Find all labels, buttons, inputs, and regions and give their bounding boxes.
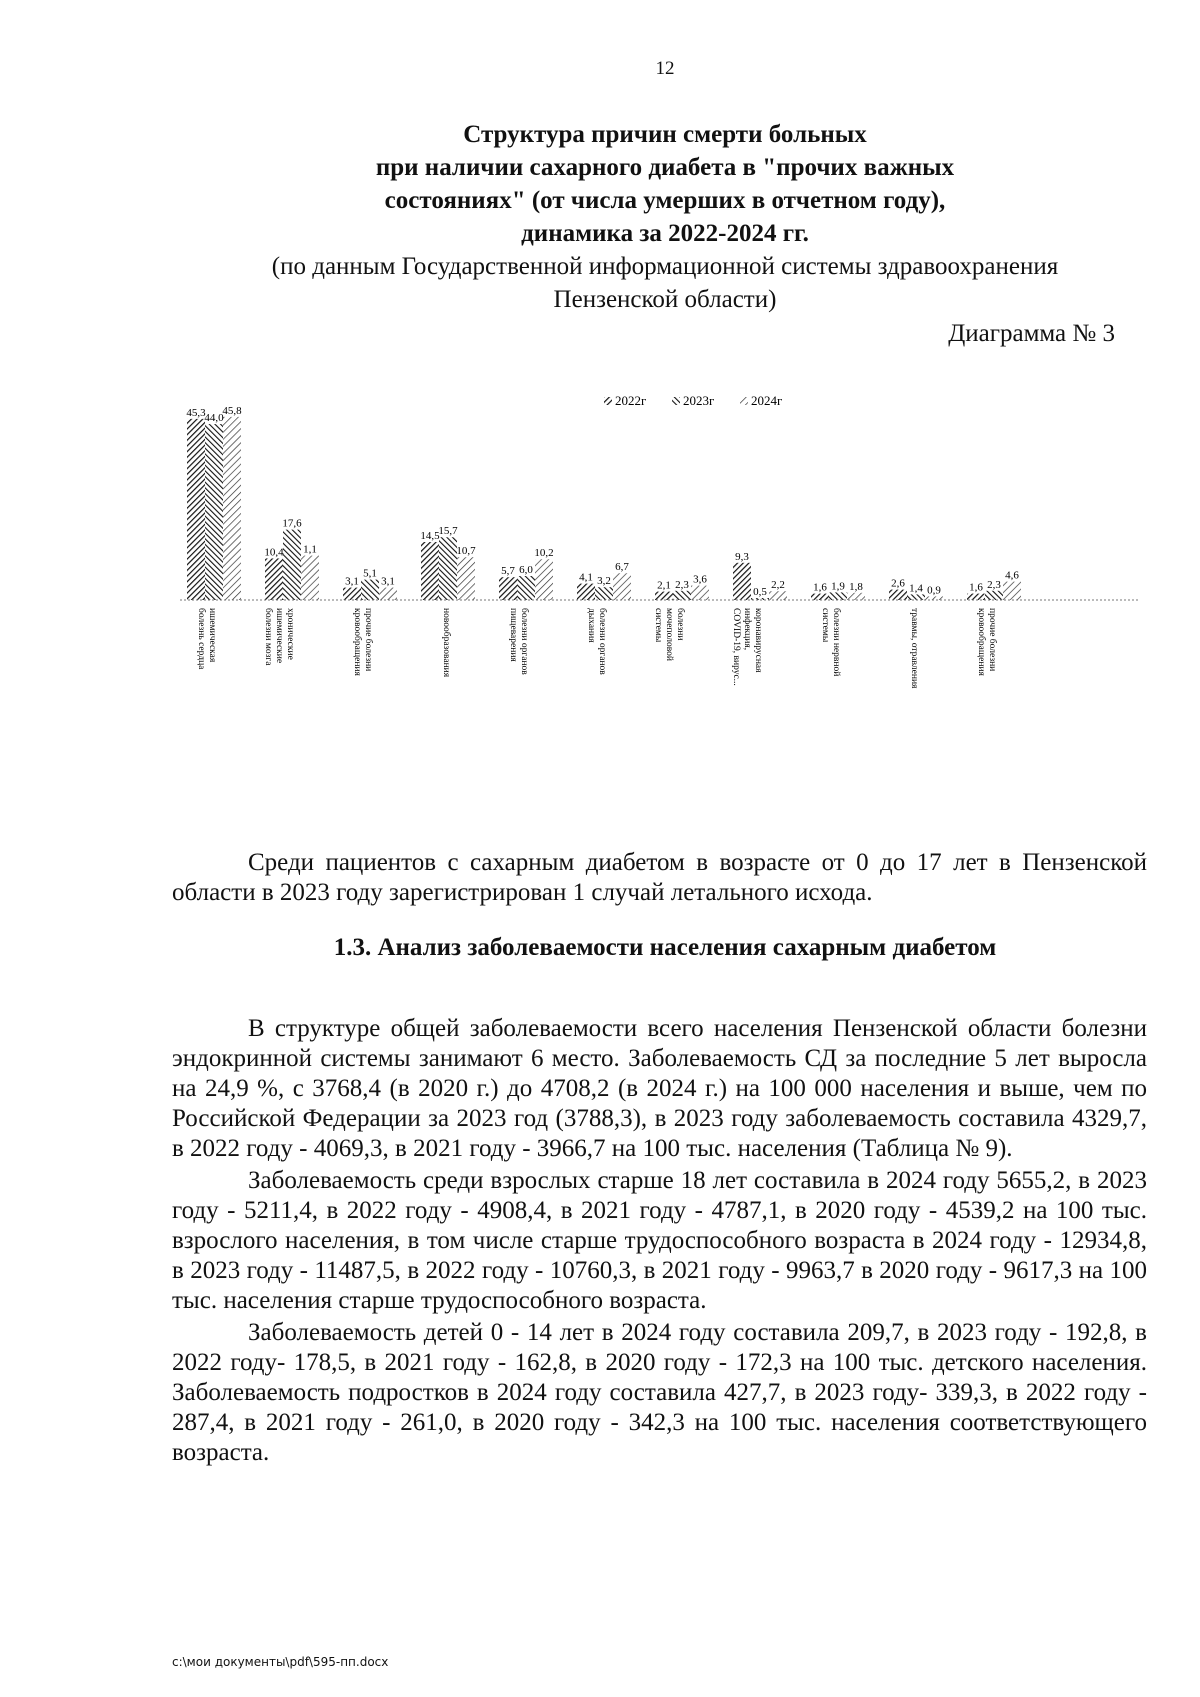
category-label: болезни нервнойсистемы [820, 608, 841, 677]
bar-2024г [1003, 582, 1021, 600]
bar-2024г [223, 417, 241, 600]
data-label: 2,3 [987, 578, 1001, 591]
legend-label: 2022г [615, 393, 647, 408]
bar-2023г [283, 530, 301, 600]
legend-swatch [672, 397, 680, 405]
category-label: коронавируснаяинфекция,COVID-19, вирус... [731, 608, 763, 686]
paragraph: Заболеваемость среди взрослых старше 18 лет составила в 2024 году 5655,2, в 2023 году - 5211,4, в 2022 году - 4908,4, в 2021 году - 4787,1, в 2020 году - 4539,2 на 100 тыс. взрослого населения, в том числе старше трудоспособного возраста в 2024 году - 12934,8, в 2023 году - 11487,5, в 2022 году - 10760,3, в 2021 году - 9963,7 в 2020 году - 9617,3 на 100 тыс. населения старше трудоспособного возраста. [172, 1167, 1147, 1314]
data-label: 4,1 [579, 571, 593, 584]
data-label: 1,9 [831, 580, 845, 593]
data-label: 4,6 [1005, 569, 1019, 582]
paragraph: В структуре общей заболеваемости всего населения Пензенской области болезни эндокринной системы занимают 6 место. Заболеваемость СД за последние 5 лет выросла на 24,9 %, с 3768,4 (в 2020 г.) до 4708,2 (в 2024 г.) на 100 000 населения и выше, чем по Российской Федерации за 2023 год (3788,3), в 2023 году заболеваемость составила 4329,7, в 2022 году - 4069,3, в 2021 году - 3966,7 на 100 тыс. населения (Таблица № 9). [172, 1015, 1147, 1162]
data-label: 9,3 [735, 550, 749, 563]
bar-2022г [967, 594, 985, 600]
data-label: 1,6 [969, 581, 983, 594]
data-label: 10,4 [264, 546, 284, 559]
legend-swatch [740, 397, 748, 405]
data-label: 3,6 [693, 573, 707, 586]
legend-label: 2024г [751, 393, 783, 408]
category-label: прочие болезникровообращения [352, 608, 373, 676]
bar-2024г [769, 591, 787, 600]
data-label: 3,1 [381, 575, 395, 588]
data-label: 10,2 [534, 547, 554, 560]
title-line: динамика за 2022-2024 гг. [521, 220, 809, 247]
data-label: 2,3 [675, 578, 689, 591]
category-label: прочие болезникровообращения [976, 608, 997, 676]
data-label: 3,1 [345, 575, 359, 588]
data-label: 2,1 [657, 579, 671, 592]
data-label: 5,1 [363, 567, 377, 580]
section-heading: 1.3. Анализ заболеваемости населения сахарным диабетом [333, 934, 997, 961]
bar-2024г [457, 557, 475, 600]
bar-2022г [265, 558, 283, 600]
bar-2023г [205, 424, 223, 600]
data-label: 15,7 [438, 525, 458, 538]
bar-2022г [811, 594, 829, 600]
bar-2024г [925, 596, 943, 600]
intro-paragraph-block [172, 848, 1147, 910]
title-line: Структура причин смерти больных [463, 121, 867, 148]
title-line: при наличии сахарного диабета в "прочих важных [375, 154, 955, 181]
chart-title-block [160, 118, 1170, 316]
subtitle-line: (по данным Государственной информационной системы здравоохранения [271, 253, 1059, 280]
data-label: 44,0 [204, 412, 224, 425]
category-label: травмы, отравления [909, 608, 919, 689]
bar-2023г [673, 591, 691, 600]
data-label: 1,4 [909, 582, 923, 595]
bar-2022г [343, 588, 361, 600]
bar-2022г [421, 542, 439, 600]
bar-2023г [595, 587, 613, 600]
file-path-footer: c:\мои документы\pdf\595-пп.docx [172, 1655, 389, 1669]
category-label: новообразования [441, 608, 451, 678]
category-label: болезни органовпищеварения [508, 608, 529, 675]
data-label: 6,7 [615, 561, 629, 574]
intro-paragraph: Среди пациентов с сахарным диабетом в возрасте от 0 до 17 лет в Пензенской области в 2023 году зарегистрирован 1 случай летального исхода. [172, 849, 1147, 906]
body-text [172, 1014, 1147, 1470]
bar-2022г [499, 577, 517, 600]
bar-2024г [301, 556, 319, 600]
data-label: 2,2 [771, 579, 785, 592]
data-label: 1,8 [849, 580, 863, 593]
legend-swatch [604, 397, 612, 405]
chart-legend [604, 393, 782, 408]
title-line: состояниях" (от числа умерших в отчетном году), [384, 187, 946, 214]
bar-2022г [733, 563, 751, 600]
category-label: ишемическаяболезнь сердца [196, 608, 217, 670]
paragraph: Заболеваемость детей 0 - 14 лет в 2024 году составила 209,7, в 2023 году - 192,8, в 2022 году- 178,5, в 2021 году - 162,8, в 2020 году - 172,3 на 100 тыс. детского населения. Заболеваемость подростков в 2024 году составила 427,7, в 2023 году- 339,3, в 2022 году - 287,4, в 2021 году - 261,0, в 2020 году - 342,3 на 100 тыс. населения соответствующего возраста. [172, 1319, 1147, 1466]
diagram-label: Диаграмма № 3 [948, 320, 1115, 347]
category-label: хроническиеишемическиеболезни мозга [263, 608, 295, 666]
legend-label: 2023г [683, 393, 715, 408]
category-label: болезнимочеполовойсистемы [653, 608, 685, 661]
bar-2023г [985, 591, 1003, 600]
data-label: 2,6 [891, 577, 905, 590]
bar-2022г [889, 590, 907, 600]
bar-2024г [691, 586, 709, 600]
data-label: 0,5 [753, 586, 767, 599]
bar-2023г [439, 537, 457, 600]
bar-2024г [847, 593, 865, 600]
bar-2022г [187, 419, 205, 600]
data-label: 45,8 [222, 404, 242, 417]
bar-2022г [655, 592, 673, 600]
subtitle-line: Пензенской области) [553, 286, 777, 313]
bar-2024г [613, 573, 631, 600]
data-label: 14,5 [420, 530, 440, 543]
data-label: 17,6 [282, 517, 302, 530]
data-label: 10,7 [456, 545, 476, 558]
category-label: болезни органовдыхания [586, 608, 607, 675]
bar-2022г [577, 584, 595, 600]
data-label: 0,9 [927, 584, 941, 597]
data-label: 45,3 [186, 406, 206, 419]
page-number: 12 [655, 58, 675, 79]
bar-2023г [907, 594, 925, 600]
data-label: 5,7 [501, 565, 515, 578]
data-label: 6,0 [519, 564, 533, 577]
bar-2024г [535, 559, 553, 600]
bar-chart [180, 390, 1140, 810]
data-label: 1,1 [303, 543, 317, 556]
bar-2023г [829, 592, 847, 600]
data-label: 3,2 [597, 575, 611, 588]
bar-2023г [517, 576, 535, 600]
data-label: 1,6 [813, 581, 827, 594]
bar-2023г [361, 580, 379, 600]
bar-2024г [379, 588, 397, 600]
